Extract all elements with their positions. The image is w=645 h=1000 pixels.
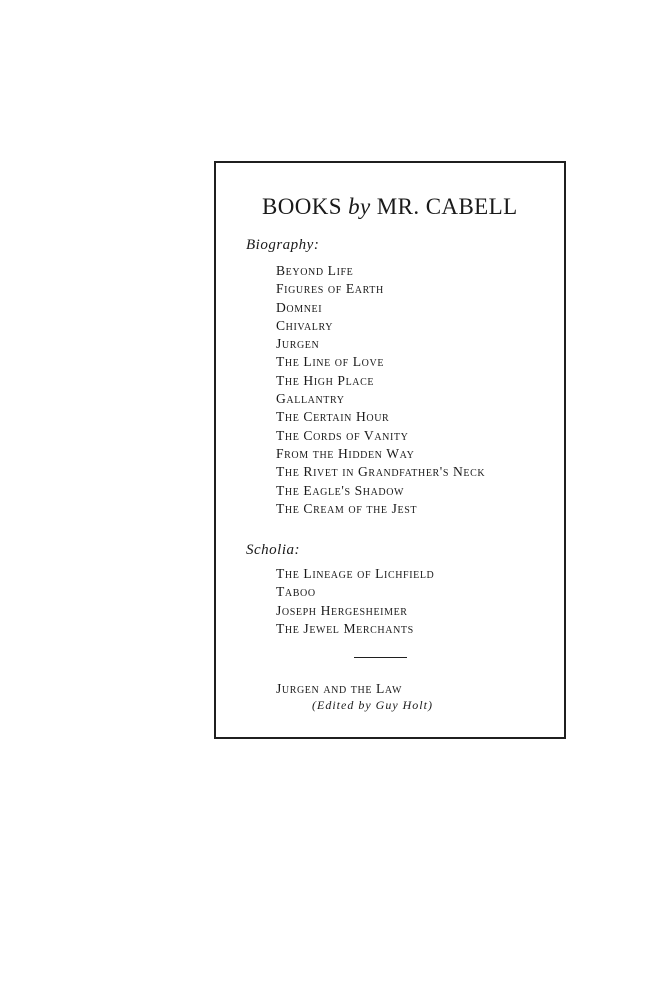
list-item: Figures of Earth bbox=[276, 281, 384, 297]
scholia-list bbox=[276, 565, 434, 638]
appendix-note: (Edited by Guy Holt) bbox=[312, 698, 433, 712]
page-title bbox=[262, 194, 518, 220]
list-item: The Cords of Vanity bbox=[276, 427, 409, 443]
list-item: From the Hidden Way bbox=[276, 445, 415, 461]
book-list-frame bbox=[214, 161, 566, 739]
biography-list bbox=[276, 262, 485, 518]
list-item: Joseph Hergesheimer bbox=[276, 602, 408, 618]
scholia-heading: Scholia: bbox=[246, 542, 300, 558]
list-item: The Eagle's Shadow bbox=[276, 482, 405, 498]
list-item: The High Place bbox=[276, 372, 375, 388]
list-item: Domnei bbox=[276, 299, 323, 315]
list-item: Chivalry bbox=[276, 317, 334, 333]
section-divider bbox=[354, 657, 407, 658]
list-item: Taboo bbox=[276, 584, 316, 600]
title-by: by bbox=[348, 194, 371, 219]
title-author: MR. CABELL bbox=[376, 194, 518, 219]
list-item: The Rivet in Grandfather's Neck bbox=[276, 464, 486, 480]
biography-heading: Biography: bbox=[246, 237, 320, 253]
list-item: The Certain Hour bbox=[276, 409, 390, 425]
appendix-title: Jurgen and the Law bbox=[276, 681, 402, 696]
list-item: Beyond Life bbox=[276, 263, 354, 278]
list-item: The Lineage of Lichfield bbox=[276, 566, 435, 581]
list-item: The Cream of the Jest bbox=[276, 500, 418, 516]
title-books: BOOKS bbox=[262, 194, 342, 219]
list-item: Gallantry bbox=[276, 391, 345, 407]
list-item: The Line of Love bbox=[276, 354, 385, 370]
list-item: Jurgen bbox=[276, 336, 320, 352]
list-item: The Jewel Merchants bbox=[276, 620, 414, 636]
